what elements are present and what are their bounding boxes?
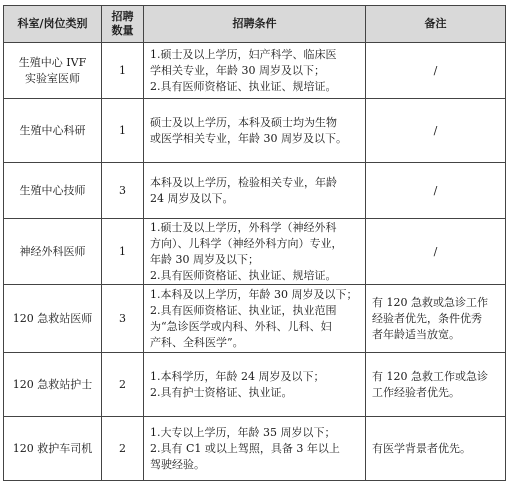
conditions-cell-line: 2.具有 C1 或以上驾照，具备 3 年以上 (150, 441, 340, 455)
notes-cell (366, 43, 506, 99)
notes-cell-line: 工作经验者优先。 (372, 385, 460, 399)
recruitment-table (3, 5, 506, 481)
conditions-cell (144, 99, 366, 163)
conditions-cell-line: 本科及以上学历，检验相关专业，年龄 (150, 175, 337, 189)
conditions-cell-line: 方向）、儿科学（神经外科方向）专业， (150, 236, 343, 250)
notes-cell-line: / (433, 244, 438, 258)
dept-cell-line: 120 救护车司机 (12, 441, 93, 455)
header-dept: 科室/岗位类别 (4, 6, 102, 43)
dept-cell (4, 417, 102, 481)
conditions-cell (144, 285, 366, 353)
conditions-cell-line: 1.硕士及以上学历，妇产科学、临床医 (150, 47, 337, 61)
header-count (102, 6, 144, 43)
conditions-cell (144, 353, 366, 417)
conditions-cell-line: 2.具有医师资格证、执业证、规培证。 (150, 268, 337, 282)
dept-cell-line: 生殖中心技师 (19, 183, 86, 197)
conditions-cell-line: 硕士及以上学历，本科及硕士均为生物 (150, 115, 337, 129)
header-conditions: 招聘条件 (144, 6, 366, 43)
header-notes: 备注 (366, 6, 506, 43)
dept-cell (4, 219, 102, 285)
conditions-cell (144, 43, 366, 99)
count-cell: 1 (102, 99, 144, 163)
count-cell: 2 (102, 417, 144, 481)
conditions-cell-line: 产科、全科医学”。 (150, 335, 244, 349)
conditions-cell-line: 为“急诊医学或内科、外科、儿科、妇 (150, 319, 332, 333)
header-count-line2: 数量 (111, 24, 134, 37)
notes-cell (366, 219, 506, 285)
dept-cell (4, 163, 102, 219)
dept-cell-line: 120 急救站医师 (12, 311, 93, 325)
table-row (4, 353, 506, 417)
conditions-cell-line: 24 周岁及以下。 (150, 191, 234, 205)
conditions-cell (144, 417, 366, 481)
conditions-cell-line: 1.大专以上学历，年龄 35 周岁以下； (150, 425, 336, 439)
conditions-cell-line: 2.具有医师资格证、执业证、规培证。 (150, 79, 337, 93)
dept-cell (4, 353, 102, 417)
table-row (4, 43, 506, 99)
conditions-cell-line: 2.具有护士资格证、执业证。 (150, 385, 293, 399)
table-row (4, 417, 506, 481)
dept-cell-line: 生殖中心科研 (19, 123, 86, 137)
notes-cell-line: 经验者优先，条件优秀 (372, 311, 482, 325)
notes-cell (366, 417, 506, 481)
conditions-cell-line: 1.本科学历，年龄 24 周岁及以下； (150, 369, 325, 383)
notes-cell-line: 有 120 急救或急诊工作 (372, 295, 488, 309)
table-row (4, 163, 506, 219)
conditions-cell-line: 驾驶经验。 (150, 457, 205, 471)
count-cell: 3 (102, 285, 144, 353)
dept-cell-line: 生殖中心 IVF (18, 55, 87, 69)
notes-cell-line: / (433, 63, 438, 77)
header-row (4, 6, 506, 43)
dept-cell-line: 120 急救站护士 (12, 377, 93, 391)
dept-cell-line: 神经外科医师 (19, 244, 86, 258)
count-cell: 1 (102, 219, 144, 285)
conditions-cell (144, 219, 366, 285)
notes-cell-line: 有医学背景者优先。 (372, 441, 471, 455)
conditions-cell-line: 1.硕士及以上学历，外科学（神经外科 (150, 220, 337, 234)
dept-cell (4, 43, 102, 99)
table-row (4, 219, 506, 285)
notes-cell (366, 163, 506, 219)
notes-cell-line: 有 120 急救工作或急诊 (372, 369, 488, 383)
dept-cell (4, 285, 102, 353)
table-row (4, 99, 506, 163)
notes-cell-line: / (433, 123, 438, 137)
dept-cell (4, 99, 102, 163)
conditions-cell (144, 163, 366, 219)
count-cell: 1 (102, 43, 144, 99)
notes-cell-line: 者年龄适当放宽。 (372, 327, 460, 341)
header-count-line1: 招聘 (111, 10, 134, 23)
count-cell: 2 (102, 353, 144, 417)
conditions-cell-line: 或医学相关专业，年龄 30 周岁及以下。 (150, 131, 347, 145)
count-cell: 3 (102, 163, 144, 219)
table-row (4, 285, 506, 353)
conditions-cell-line: 学相关专业，年龄 30 周岁及以下； (150, 63, 325, 77)
notes-cell (366, 285, 506, 353)
notes-cell (366, 99, 506, 163)
dept-cell-line: 实验室医师 (25, 71, 80, 85)
conditions-cell-line: 1.本科及以上学历，年龄 30 周岁及以下； (150, 287, 358, 301)
conditions-cell-line: 年龄 30 周岁及以下； (150, 252, 259, 266)
notes-cell-line: / (433, 183, 438, 197)
notes-cell (366, 353, 506, 417)
conditions-cell-line: 2.具有医师资格证、执业证，执业范围 (150, 303, 337, 317)
